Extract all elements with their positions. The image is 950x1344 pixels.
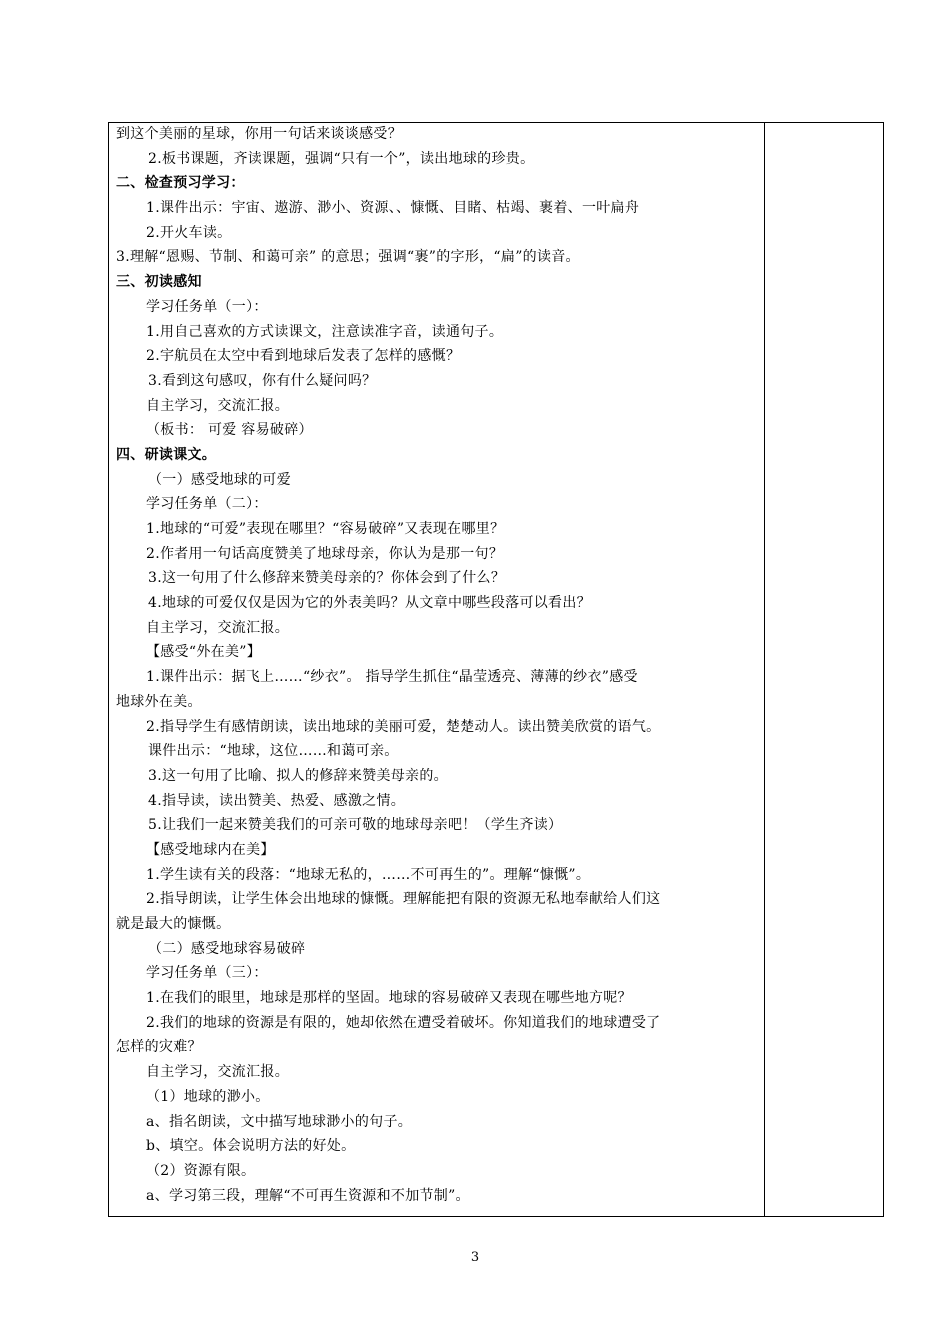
text-line: 自主学习，交流汇报。 [146,1064,289,1081]
table-column-divider [764,122,765,1217]
section-heading: 四、研读课文。 [116,446,217,463]
text-line: 【感受“外在美”】 [146,644,262,661]
text-line: 2.板书课题，齐读课题，强调“只有一个”，读出地球的珍贵。 [148,150,535,167]
text-line: 1.在我们的眼里，地球是那样的坚固。地球的容易破碎又表现在哪些地方呢？ [146,990,632,1007]
text-line: （二）感受地球容易破碎 [148,940,306,957]
lesson-content [116,122,760,1208]
text-line: b、填空。体会说明方法的好处。 [146,1138,356,1155]
text-line: 1.地球的“可爱”表现在哪里？“容易破碎”又表现在哪里？ [146,521,505,537]
text-line: 1.用自己喜欢的方式读课文，注意读准字音，读通句子。 [146,323,504,340]
text-line: 4.指导读，读出赞美、热爱、感激之情。 [148,792,406,809]
text-line: 2.指导学生有感情朗读，读出地球的美丽可爱，楚楚动人。读出赞美欣赏的语气。 [146,718,661,735]
text-line: 1.课件出示：宇宙、遨游、渺小、资源、、慷慨、目睹、枯竭、裹着、一叶扁舟 [146,200,640,217]
text-line: （2）资源有限。 [146,1162,256,1179]
text-line: 自主学习，交流汇报。 [146,397,289,414]
section-heading: 三、初读感知 [116,274,202,291]
text-line: 2.宇航员在太空中看到地球后发表了怎样的感慨？ [146,348,461,365]
text-line: （一）感受地球的可爱 [148,471,291,488]
text-line: 4.地球的可爱仅仅是因为它的外表美吗？从文章中哪些段落可以看出？ [148,595,591,612]
text-line: 1.课件出示：据飞上……“纱衣”。 指导学生抓住“晶莹透亮、薄薄的纱衣”感受 [146,669,638,686]
text-line: a、指名朗读，文中描写地球渺小的句子。 [146,1113,413,1130]
page-number: 3 [470,1250,480,1265]
text-line: 2.开火车读。 [146,224,232,241]
text-line: 2.指导朗读，让学生体会出地球的慷慨。理解能把有限的资源无私地奉献给人们这 [146,891,661,908]
text-line: 3.理解“恩赐、节制、和蔼可亲” 的意思；强调“裹”的字形，“扁”的读音。 [116,249,580,266]
text-line: 【感受地球内在美】 [146,841,275,858]
text-line: 怎样的灾难？ [116,1039,202,1056]
section-heading: 二、检查预习学习： [116,175,245,192]
text-line: 到这个美丽的星球，你用一句话来谈谈感受？ [116,126,402,142]
text-line: 2.作者用一句话高度赞美了地球母亲，你认为是那一句？ [146,545,504,562]
text-line: 地球外在美。 [116,693,202,710]
text-line: 5.让我们一起来赞美我们的可亲可敬的地球母亲吧！（学生齐读） [148,817,563,834]
text-line: 学习任务单（三）： [146,965,268,982]
text-line: a、学习第三段，理解“不可再生资源和不加节制”。 [146,1187,470,1204]
text-line: 课件出示：“地球，这位……和蔼可亲。 [148,743,399,760]
text-line: 学习任务单（二）： [146,496,268,513]
text-line: （1）地球的渺小。 [146,1088,270,1105]
text-line: （板书： 可爱 容易破碎） [146,422,313,439]
text-line: 3.这一句用了什么修辞来赞美母亲的？你体会到了什么？ [148,570,506,587]
text-line: 3.看到这句感叹，你有什么疑问吗？ [148,372,377,389]
text-line: 学习任务单（一）： [146,298,268,315]
text-line: 3.这一句用了比喻、拟人的修辞来赞美母亲的。 [148,767,448,784]
text-line: 1.学生读有关的段落：“地球无私的，……不可再生的”。理解“慷慨”。 [146,866,591,883]
text-line: 2.我们的地球的资源是有限的，她却依然在遭受着破坏。你知道我们的地球遭受了 [146,1014,661,1031]
text-line: 自主学习，交流汇报。 [146,619,289,636]
text-line: 就是最大的慷慨。 [116,916,231,932]
